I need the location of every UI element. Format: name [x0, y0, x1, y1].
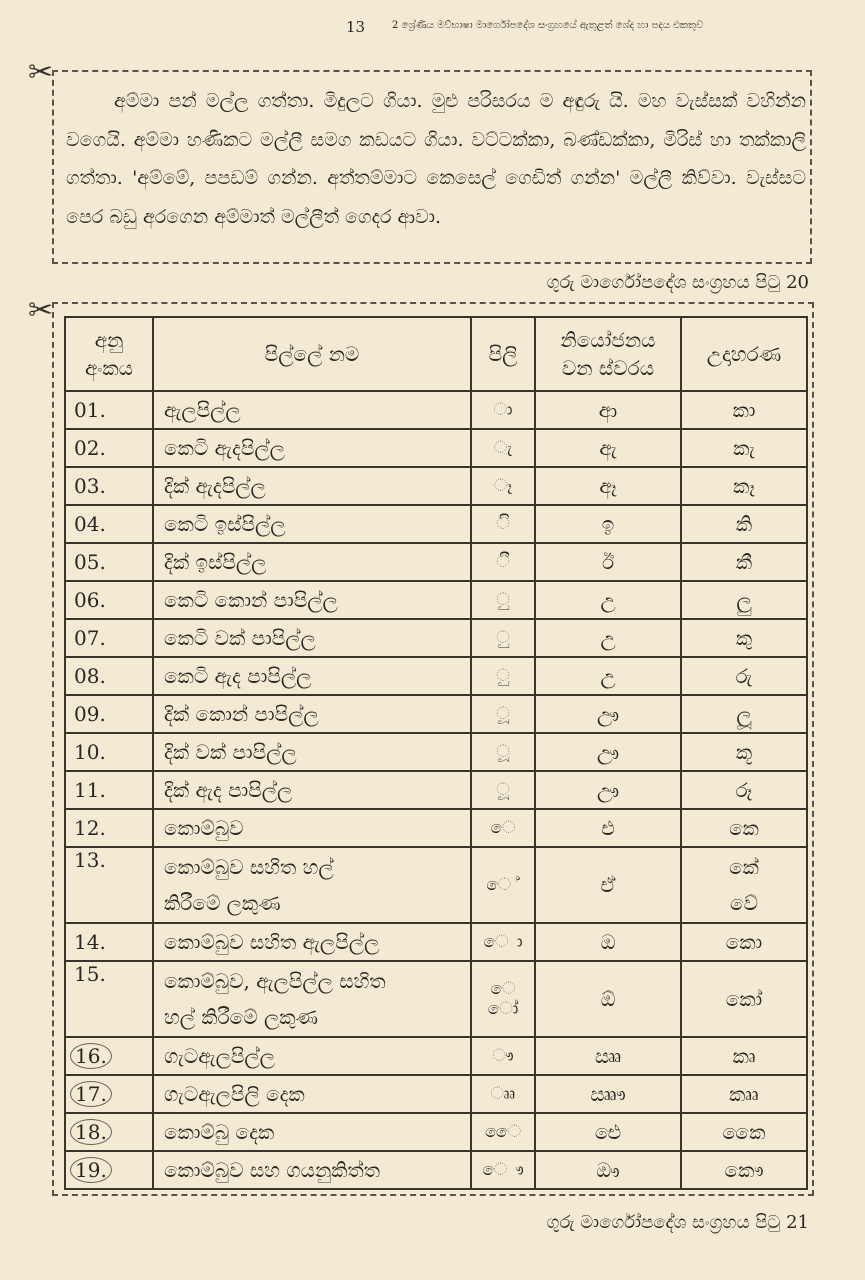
- passage-text: [66, 82, 806, 236]
- pili-symbol: ෙ ෟ: [471, 1151, 535, 1189]
- example: කැ: [681, 429, 807, 467]
- pilla-name: කෙටි ඇද පාපිල්ල: [153, 657, 471, 695]
- row-number: 13.: [65, 847, 153, 923]
- row-number: 18.: [65, 1113, 153, 1151]
- vowel: ඎ: [535, 1037, 681, 1075]
- row-number: 17.: [65, 1075, 153, 1113]
- row-number: 11.: [65, 771, 153, 809]
- table-row: [65, 467, 807, 505]
- pili-symbol: ැ: [471, 429, 535, 467]
- table-row: [65, 619, 807, 657]
- example: කෑ: [681, 467, 807, 505]
- vowel: ආ: [535, 391, 681, 429]
- pilla-name: දික් ඉස්පිල්ල: [153, 543, 471, 581]
- pilla-name: කොම්බු දෙක: [153, 1113, 471, 1151]
- pili-symbol: ෲ: [471, 1075, 535, 1113]
- pilla-name: ගැටඇලපිල්ල: [153, 1037, 471, 1075]
- pilla-name: කොම්බුව සහිත හල් කිරීමේ ලකුණ: [153, 847, 471, 923]
- vowel: උ: [535, 619, 681, 657]
- row-number: 07.: [65, 619, 153, 657]
- table-row: [65, 961, 807, 1037]
- row-number: 09.: [65, 695, 153, 733]
- example: කෛ: [681, 1113, 807, 1151]
- pilla-name: කොම්බුව, ඇලපිල්ල සහිත හල් කිරීමේ ලකුණ: [153, 961, 471, 1037]
- example: කෞ: [681, 1151, 807, 1189]
- example: කෝ: [681, 961, 807, 1037]
- page-number: 13: [346, 18, 366, 36]
- pilla-name: කෙටි ඉස්පිල්ල: [153, 505, 471, 543]
- table-row: [65, 657, 807, 695]
- example: කෲ: [681, 1075, 807, 1113]
- table-row: [65, 543, 807, 581]
- row-number: 05.: [65, 543, 153, 581]
- vowel: ඓ: [535, 1113, 681, 1151]
- vowel: ඌ: [535, 733, 681, 771]
- header-vowel: නියෝජනය වන ස්වරය: [535, 317, 681, 391]
- pilla-name: කෙටි ඇදපිල්ල: [153, 429, 471, 467]
- vowel: උ: [535, 581, 681, 619]
- example: රූ: [681, 771, 807, 809]
- pilla-name: දික් වක් පාපිල්ල: [153, 733, 471, 771]
- example: කූ: [681, 733, 807, 771]
- table-header-row: [65, 317, 807, 391]
- vowel: ඊ: [535, 543, 681, 581]
- vowel: ඕ: [535, 961, 681, 1037]
- example: කො: [681, 923, 807, 961]
- pili-symbol: ු: [471, 619, 535, 657]
- example: කී: [681, 543, 807, 581]
- vowel: එ: [535, 809, 681, 847]
- table-row: [65, 1151, 807, 1189]
- vowel: ඖ: [535, 1151, 681, 1189]
- row-number: 15.: [65, 961, 153, 1037]
- pili-symbol: ෑ: [471, 467, 535, 505]
- table-reference: ගුරු මාර්ගෝපදේශ සංග්‍රහය පිටු 21: [546, 1212, 809, 1233]
- vowel: උ: [535, 657, 681, 695]
- row-number: 12.: [65, 809, 153, 847]
- pilla-name: ඇලපිල්ල: [153, 391, 471, 429]
- passage-reference: ගුරු මාර්ගෝපදේශ සංග්‍රහය පිටු 20: [546, 272, 809, 293]
- table-row: [65, 771, 807, 809]
- pili-symbol: ු: [471, 657, 535, 695]
- row-number: 02.: [65, 429, 153, 467]
- table-row: [65, 391, 807, 429]
- vowel: ඌ: [535, 771, 681, 809]
- example: කෙ: [681, 809, 807, 847]
- vowel: ඌ: [535, 695, 681, 733]
- table-row: [65, 847, 807, 923]
- example: කෘ: [681, 1037, 807, 1075]
- table-row: [65, 581, 807, 619]
- pili-symbol: ෛ: [471, 1113, 535, 1151]
- table-row: [65, 505, 807, 543]
- header-name: පිල්ලේ නම: [153, 317, 471, 391]
- vowel: ඇ: [535, 429, 681, 467]
- example: කේ වේ: [681, 847, 807, 923]
- row-number: 16.: [65, 1037, 153, 1075]
- vowel: ඈ: [535, 467, 681, 505]
- scissors-icon: ✂: [28, 293, 54, 328]
- row-number: 03.: [65, 467, 153, 505]
- passage-body: අම්මා පන් මල්ල ගත්තා. මිදුලට ගියා. මුළු පරිසරය ම අඳුරු යි. මහ වැස්සක් වහින්න වගෙයි. අම්මා හණිකට මල්ලී සමග කඩයට ගියා. වට්ටක්කා, බණ්ඩක්කා, මිරිස් හා තක්කාලි ගත්තා. 'අම්මේ, පපඩම් ගන්න. අත්තම්මාට කෙසෙල් ගෙඩිත් ගන්න' මල්ලී කිව්වා. වැස්සට පෙර බඩු අරගෙන අම්මාත් මල්ලීත් ගෙදර ආවා.: [66, 90, 806, 228]
- vowel: ඎෟ: [535, 1075, 681, 1113]
- row-number: 08.: [65, 657, 153, 695]
- example: රු: [681, 657, 807, 695]
- table-row: [65, 923, 807, 961]
- example: කු: [681, 619, 807, 657]
- pili-symbol: ෙ ්: [471, 847, 535, 923]
- vowel: ඉ: [535, 505, 681, 543]
- vowel: ඔ: [535, 923, 681, 961]
- running-title: 2 ශ්‍රේණිය මව්භාෂා මාර්ගෝපදේශ සංග්‍රහයේ ඇතුළත් ශේද හා පදය එකතුව: [392, 20, 704, 31]
- page-header: [0, 14, 865, 40]
- table-row: [65, 429, 807, 467]
- table-row: [65, 1075, 807, 1113]
- header-example: උදාහරණ: [681, 317, 807, 391]
- example: කි: [681, 505, 807, 543]
- pilli-table: [64, 316, 808, 1190]
- pili-symbol: ි: [471, 505, 535, 543]
- row-number: 01.: [65, 391, 153, 429]
- table-row: [65, 695, 807, 733]
- pilla-name: කොම්බුව සහ ගයනුකිත්ත: [153, 1151, 471, 1189]
- example: ලූ: [681, 695, 807, 733]
- pili-symbol: ූ: [471, 695, 535, 733]
- header-pili: පිලි: [471, 317, 535, 391]
- row-number: 19.: [65, 1151, 153, 1189]
- table-row: [65, 809, 807, 847]
- pilla-name: කොම්බුව: [153, 809, 471, 847]
- row-number: 10.: [65, 733, 153, 771]
- header-number: අනු අංකය: [65, 317, 153, 391]
- row-number: 14.: [65, 923, 153, 961]
- pilla-name: කෙටි වක් පාපිල්ල: [153, 619, 471, 657]
- row-number: 06.: [65, 581, 153, 619]
- vowel: ඒ: [535, 847, 681, 923]
- pili-symbol: ා: [471, 391, 535, 429]
- pili-symbol: ෙ: [471, 809, 535, 847]
- example: කා: [681, 391, 807, 429]
- pili-symbol: ෙ ෝ: [471, 961, 535, 1037]
- pili-symbol: ී: [471, 543, 535, 581]
- pilla-name: දික් ඇදපිල්ල: [153, 467, 471, 505]
- pili-symbol: ූ: [471, 771, 535, 809]
- pilla-name: ගැටඇලපිලි දෙක: [153, 1075, 471, 1113]
- pili-symbol: ු: [471, 581, 535, 619]
- example: ලු: [681, 581, 807, 619]
- table-row: [65, 1037, 807, 1075]
- row-number: 04.: [65, 505, 153, 543]
- pilla-name: දික් ඇද පාපිල්ල: [153, 771, 471, 809]
- table-row: [65, 1113, 807, 1151]
- scissors-icon: ✂: [28, 55, 54, 90]
- pilla-name: කෙටි කොන් පාපිල්ල: [153, 581, 471, 619]
- pilla-name: කොම්බුව සහිත ඇලපිල්ල: [153, 923, 471, 961]
- table-row: [65, 733, 807, 771]
- pilla-name: දික් කොන් පාපිල්ල: [153, 695, 471, 733]
- pili-symbol: ෙ ා: [471, 923, 535, 961]
- pili-symbol: ෟ: [471, 1037, 535, 1075]
- pili-symbol: ූ: [471, 733, 535, 771]
